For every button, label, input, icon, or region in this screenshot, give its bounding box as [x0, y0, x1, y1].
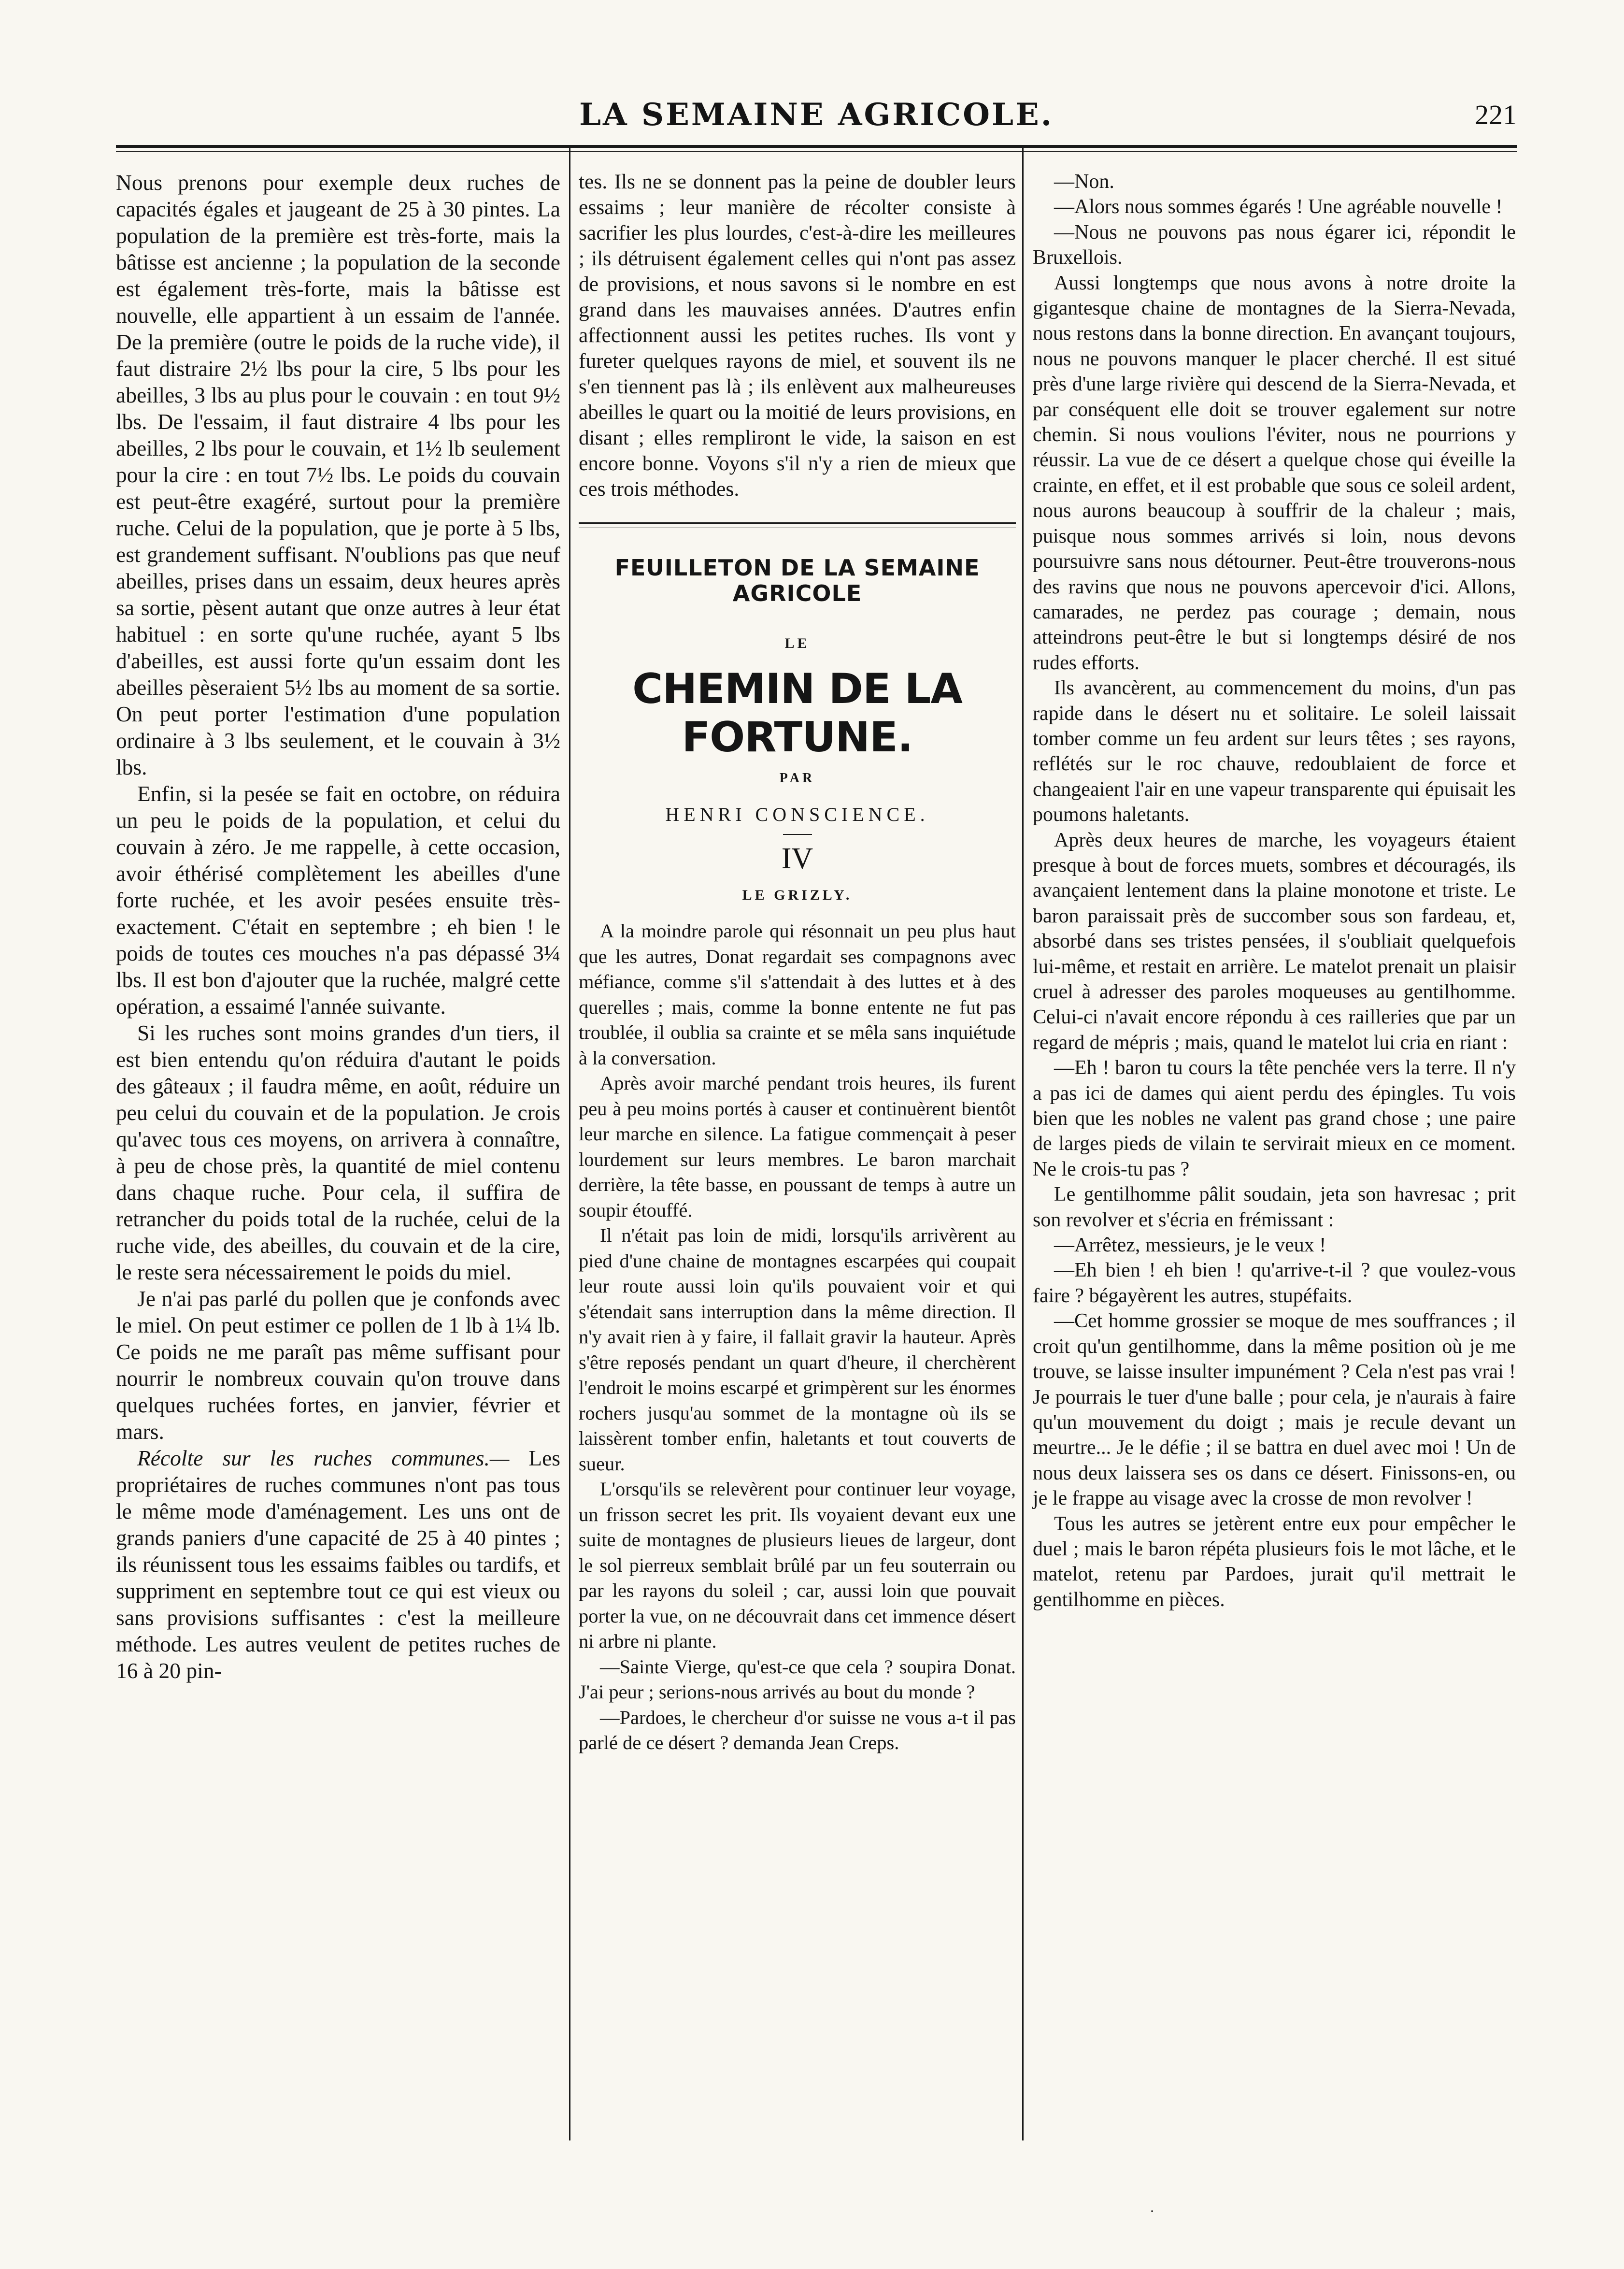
paragraph: —Eh bien ! eh bien ! qu'arrive-t-il ? que voulez-vous faire ? bégayèrent les autres, stupéfaits. [1033, 1259, 1516, 1307]
chapter-number: IV [781, 842, 813, 875]
paragraph: Aussi longtemps que nous avons à notre droite la gigantesque chaine de montagnes de la Sierra-Nevada, nous restons dans la bonne direction. En avançant toujours, nous ne pouvons manquer le placer cherché. Il est situé près d'une large rivière qui descend de la Sierra-Nevada, et par conséquent elle doit se trouver egalement sur notre chemin. Si nous voulions l'éviter, nous ne pourrions y réussir. La vue de ce désert a quelque chose qui éveille la crainte, en effet, et il est probable que sous ce soleil ardent, nous aurons beaucoup à souffrir de la chaleur ; mais, puisque nous sommes arrivés si loin, nous devons poursuivre sans nous détourner. Peut-être trouverons-nous des ravins que nous ne pouvons apercevoir d'ici. Allons, camarades, ne perdez pas courage ; demain, nous atteindrons peut-être le but si longtemps désiré de nos rudes efforts. [1033, 272, 1516, 674]
paragraph: —Non. [1054, 171, 1114, 193]
column-3 [1033, 169, 1516, 1612]
paragraph: Après avoir marché pendant trois heures, ils furent peu à peu moins portés à causer et continuèrent bientôt leur marche en silence. La fatigue commençait à peser lourdement sur leurs membres. Le baron marchait derrière, la tête basse, en poussant de temps à autre un soupir étouffé. [579, 1072, 1016, 1221]
section-divider [579, 522, 1016, 528]
column-divider-2 [1022, 145, 1024, 2140]
paragraph: Si les ruches sont moins grandes d'un tiers, il est bien entendu qu'on réduira d'autant le poids des gâteaux ; il faudra même, en août, réduire un peu celui du couvain et de la population. Je crois qu'avec tous ces moyens, on arrivera à connaître, à peu de chose près, la quantité de miel contenu dans chaque ruche. Pour cela, il suffira de retrancher du poids total de la ruchée, celui de la ruche vide, des abeilles, du couvain et de la cire, le reste sera nécessairement le poids du miel. [116, 1020, 560, 1284]
paragraph: —Alors nous sommes égarés ! Une agréable nouvelle ! [1054, 196, 1503, 218]
article-le: LE [784, 635, 810, 651]
paragraph: Je n'ai pas parlé du pollen que je confonds avec le miel. On peut estimer ce pollen de 1 lb à 1¼ lb. Ce poids ne me paraît pas même suffisant pour nourrir le nombreux couvain qu'on trouve dans quelques ruchées fortes, en janvier, février et mars. [116, 1286, 560, 1444]
paragraph: Il n'était pas loin de midi, lorsqu'ils arrivèrent au pied d'une chaine de montagnes escarpées qui coupait leur route aussi loin qu'ils pouvaient voir et qui s'étendait sans interruption dans la même direction. Il n'y avait rien à y faire, il fallait gravir la hauteur. Après s'être reposés pendant un quart d'heure, il cherchèrent l'endroit le moins escarpé et grimpèrent sur les énormes rochers jusqu'au sommet de la montagne où ils se laissèrent tomber enfin, haletants et tout couverts de sueur. [579, 1224, 1016, 1475]
section-subheading: Récolte sur les ruches communes.— [137, 1446, 510, 1470]
header-rule-thin [116, 151, 1517, 152]
page-number: 221 [1475, 99, 1517, 130]
paragraph: Tous les autres se jetèrent entre eux pour empêcher le duel ; mais le baron répéta plusieurs fois le mot lâche, et le matelot, retenu par Pardoes, jurait qu'il mettrait le gentilhomme en pièces. [1033, 1512, 1516, 1611]
paragraph: —Arrêtez, messieurs, je le veux ! [1054, 1234, 1326, 1257]
paragraph: —Eh ! baron tu cours la tête penchée vers la terre. Il n'y a pas ici de dames qui aient perdu des épingles. Tu vois bien que les nobles ne valent pas grand chose ; une paire de larges pieds de vilain te servirait mieux en ce moment. Ne le crois-tu pas ? [1033, 1057, 1516, 1180]
feuilleton-label: FEUILLETON DE LA SEMAINE AGRICOLE [614, 555, 980, 606]
column-divider-1 [569, 145, 570, 2140]
end-mark: · [1150, 2203, 1154, 2219]
paragraph: A la moindre parole qui résonnait un peu plus haut que les autres, Donat regardait ses compagnons avec méfiance, comme s'il s'attendait à des luttes et à des querelles ; mais, comme la bonne entente ne fut pas troublée, il oublia sa crainte et se mêla sans inquiétude à la conversation. [579, 920, 1016, 1069]
paragraph: —Pardoes, le chercheur d'or suisse ne vous a-t il pas parlé de ce désert ? demanda Jean Creps. [579, 1706, 1016, 1753]
article-title: CHEMIN DE LA FORTUNE. [632, 665, 962, 761]
article-par: PAR [779, 771, 815, 786]
paragraph: Ils avancèrent, au commencement du moins, d'un pas rapide dans le désert nu et solitaire. Le soleil laissait tomber comme un feu ardent sur leurs têtes ; ses rayons, reflétés sur le roc chauve, redoublaient de force et changeaient l'air en une vapeur transparente qui épuisait les poumons haletants. [1033, 677, 1516, 826]
paragraph: —Cet homme grossier se moque de mes souffrances ; il croit qu'un gentilhomme, dans la même position où je me trouve, se laisse insulter impunément ? Cela n'est pas vrai ! Je pourrais le tuer d'une balle ; pour cela, je n'aurais à faire qu'un mouvement du doigt ; mais je recule devant un meurtre... Je le défie ; il se battra en duel avec moi ! Un de nous deux laissera ses os dans ce désert. Finissons-en, ou je le frappe au visage avec la crosse de mon revolver ! [1033, 1310, 1516, 1510]
paragraph: Enfin, si la pesée se fait en octobre, on réduira un peu le poids de la population, et celui du couvain à zéro. Je me rappelle, à cette occasion, avoir éthérisé complètement les abeilles d'une forte ruchée, et les avoir pesées ensuite très-exactement. C'était en septembre ; eh bien ! le poids de toutes ces mouches n'a pas dépassé 3¼ lbs. Il est bon d'ajouter que la ruchée, malgré cette opération, a essaimé l'année suivante. [116, 781, 560, 1019]
paragraph: —Sainte Vierge, qu'est-ce que cela ? soupira Donat. J'ai peur ; serions-nous arrivés au bout du monde ? [579, 1655, 1016, 1703]
paragraph: Le gentilhomme pâlit soudain, jeta son havresac ; prit son revolver et s'écria en frémissant : [1033, 1183, 1516, 1231]
chapter-title: LE GRIZLY. [742, 887, 853, 903]
column-2 [579, 169, 1016, 1756]
short-rule [783, 834, 812, 835]
paragraph-text: Les propriétaires de ruches communes n'ont pas tous le même mode d'aménagement. Les uns ont de grands paniers d'une capacité de 25 à 40 pintes ; ils réunissent tous les essaims faibles ou tardifs, et suppriment en septembre tout ce qui est vieux ou sans provisions suffisantes : c'est la meilleure méthode. Les autres veulent de petites ruches de 16 à 20 pin- [116, 1446, 560, 1683]
paragraph: tes. Ils ne se donnent pas la peine de doubler leurs essaims ; leur manière de récolter consiste à sacrifier les plus lourdes, c'est-à-dire les meilleures ; ils détruisent également celles qui n'ont pas assez de provisions, et nous savons si le nombre en est grand dans les mauvaises années. D'autres enfin affectionnent aussi les petites ruches. Ils vont y fureter quelques rayons de miel, et souvent ils ne s'en tiennent pas là ; ils enlèvent aux malheureuses abeilles le quart ou la moitié de leurs provisions, en disant ; elles rempliront le vide, la saison en est encore bonne. Voyons s'il n'y a rien de mieux que ces trois méthodes. [579, 170, 1016, 501]
page-header [116, 97, 1517, 140]
masthead-title: LA SEMAINE AGRICOLE. [579, 97, 1054, 133]
header-rule [116, 145, 1517, 148]
paragraph: —Nous ne pouvons pas nous égarer ici, répondit le Bruxellois. [1033, 221, 1516, 269]
paragraph: L'orsqu'ils se relevèrent pour continuer leur voyage, un frisson secret les prit. Ils voyaient devant eux une suite de montagnes de plusieurs lieues de largeur, dont le sol pierreux semblait brûlé par un feu souterrain ou par les rayons du soleil ; car, aussi loin que pouvait porter la vue, on ne découvrait dans cet immence désert ni arbre ni plante. [579, 1478, 1016, 1652]
section-subheading-paragraph [116, 1445, 560, 1684]
paragraph: Nous prenons pour exemple deux ruches de capacités égales et jaugeant de 25 à 30 pintes. La population de la première est très-forte, mais la bâtisse est ancienne ; la population de la seconde est également très-forte, mais la bâtisse est nouvelle, elle appartient à un essaim de l'année. De la première (outre le poids de la ruche vide), il faut distraire 2½ lbs pour la cire, 5 lbs pour les abeilles, 3 lbs au plus pour le couvain : en tout 9½ lbs. De l'essaim, il faut distraire 4 lbs pour les abeilles, 2 lbs pour le couvain, et 1½ lb seulement pour la cire : en tout 7½ lbs. Le poids du couvain est peut-être exagéré, surtout pour la première ruche. Celui de la population, que je porte à 5 lbs, est grandement suffisant. N'oublions pas que neuf abeilles, prises dans un essaim, deux heures après sa sortie, pèsent autant que onze autres à leur état habituel : en sorte qu'une ruchée, ayant 5 lbs d'abeilles, est aussi forte qu'un essaim dont les abeilles pèseraient 5½ lbs au moment de sa sortie. On peut porter l'estimation d'une population ordinaire à 3 lbs seulement, et le couvain à 3½ lbs. [116, 170, 560, 779]
paragraph: Après deux heures de marche, les voyageurs étaient presque à bout de forces muets, sombres et découragés, ils avançaient lentement dans la plaine monotone et triste. Le baron paraissait près de succomber sous son fardeau, et, absorbé dans ses tristes pensées, il s'oubliait quelquefois lui-même, et restait en arrière. Le matelot prenait un plaisir cruel à adresser des paroles moqueuses au gentilhomme. Celui-ci n'avait encore répondu à ces railleries que par un regard de mépris ; mais, quand le matelot lui cria en riant : [1033, 829, 1516, 1054]
column-1 [116, 169, 560, 1684]
article-author: HENRI CONSCIENCE. [665, 804, 929, 825]
